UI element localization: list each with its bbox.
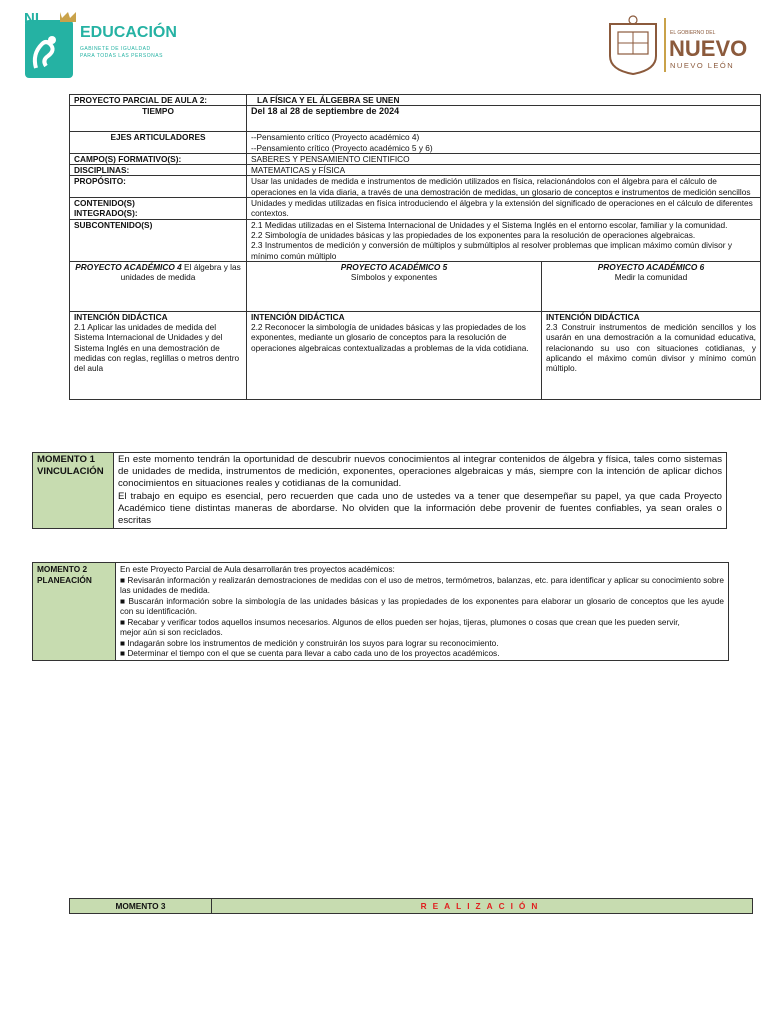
pa5-name: Símbolos y exponentes [350,272,438,283]
momento-1-paragraph: En este momento tendrán la oportunidad de descubrir nuevos conocimientos al integrar contenidos de álgebra y física, tales como sistemas de unidades de medida, instrumentos de medición, exponentes, operaciones algebraicas y más, siempre con la intención de aplicar dichos conocimientos en situaciones reales y cotidianas de la comunidad. [118,454,722,490]
proyecto-label: PROYECTO PARCIAL DE AULA 2: [70,95,247,106]
intencion-6 [542,311,761,399]
table-row [70,198,761,220]
contenido-label-2: INTEGRADO(S): [74,208,138,219]
right-logo-line1: EL GOBIERNO DEL [670,30,716,36]
momento-2-bullet: ■ Indagarán sobre los instrumentos de medición y construirán los suyos para lograr su reconocimiento. [120,637,499,648]
momento-1-table [32,452,727,529]
contenido-label-1: CONTENIDO(S) [74,198,135,209]
momento-2-bullet: ■ Determinar el tiempo con el que se cuenta para llevar a cabo cada uno de los proyectos académicos. [120,648,500,658]
proyecto-academico-6 [542,261,761,311]
pa5-title: PROYECTO ACADÉMICO 5 [340,261,448,272]
nuevo-leon-seal-icon [604,14,662,76]
nuevo-leon-logo [604,14,748,80]
table-row [70,219,761,261]
proposito-value: Usar las unidades de medida e instrumentos de medición utilizados en física, relacionándolos con el álgebra para el cálculo de operaciones en la vida diaria, a través de una demostración de medidas, un glosario de conceptos e instrumentos de medición sencillos [247,176,761,198]
intencion-text: 2.2 Reconocer la simbología de unidades básicas y las propiedades de los exponentes, mediante un glosario de conceptos para la resolución de operaciones algebraicas contextualizadas a problemas de la vida cotidiana. [251,322,529,353]
right-logo-title: NUEVO [669,36,748,61]
momento-2-label-1: MOMENTO 2 [37,564,88,574]
momento-1-label [33,453,114,529]
table-row [70,95,761,106]
logo-tagline-2: PARA TODAS LAS PERSONAS [80,53,163,59]
table-row [70,106,761,132]
logo-divider [664,18,666,72]
momento-2-bullet: ■ Revisarán información y realizarán demostraciones de medidas con el uso de metros, termómetros, balanzas, etc. para identificar y aplicar su conocimiento sobre las unidades de medida. [120,574,724,595]
momento-3-value: REALIZACIÓN [212,899,753,914]
momento-2-label-2: PLANEACIÓN [37,574,92,585]
momento-2-text [116,563,729,661]
pa6-name: Medir la comunidad [614,272,688,283]
subcontenido-item: 2.3 Instrumentos de medición y conversión de múltiplos y submúltiplos al resolver problemas que implican máximo común divisor y mínimo común múltiplo [251,240,732,261]
disciplinas-label: DISCIPLINAS: [70,165,247,176]
ejes-label: EJES ARTICULADORES [70,132,247,154]
ejes-line-2: --Pensamiento crítico (Proyecto académico 5 y 6) [251,142,433,153]
proyecto-table [69,94,761,400]
intencion-label: INTENCIÓN DIDÁCTICA [251,311,345,322]
proyecto-academico-5 [247,261,542,311]
momento-2-bullet: ■ Buscarán información sobre la simbología de las unidades básicas y las propiedades de los exponentes para elaborar un glosario de conceptos que les ayude con su identificación. [120,595,724,616]
table-row [70,176,761,198]
momento-1-label-1: MOMENTO 1 [37,454,95,465]
proyecto-value: LA FÍSICA Y EL ÁLGEBRA SE UNEN [247,95,761,106]
momento-1-text [114,453,727,529]
subcontenido-label: SUBCONTENIDO(S) [70,219,247,261]
logo-prefix-text: NL [24,10,44,27]
educacion-logo-graphic [24,10,174,80]
table-row [70,261,761,311]
right-logo-sub: NUEVO LEÓN [670,61,735,70]
subcontenido-value [247,219,761,261]
campo-label: CAMPO(S) FORMATIVO(S): [70,153,247,164]
table-row [70,153,761,164]
intencion-label: INTENCIÓN DIDÁCTICA [546,311,640,322]
momento-1-paragraph: El trabajo en equipo es esencial, pero recuerden que cada uno de ustedes va a tener que desempeñar su papel, ya que cada Proyecto Académico tiene distintas maneras de abordarse. No olviden que la información debe provenir de fuentes confiables, ya sean orales o escritas [118,490,722,527]
contenido-value: Unidades y medidas utilizadas en física introduciendo el álgebra y la extensión del significado de operaciones en el cálculo de diferentes contextos. [247,198,761,220]
proposito-label: PROPÓSITO: [70,176,247,198]
subcontenido-item: 2.2 Simbología de unidades básicas y las propiedades de los exponentes para la resolución de operaciones algebraicas. [251,229,696,240]
contenido-label [70,198,247,220]
intencion-5 [247,311,542,399]
ejes-value [247,132,761,154]
table-row [70,165,761,176]
momento-3-table [69,898,753,914]
disciplinas-value: MATEMATICAS y FÍSICA [247,165,761,176]
momento-2-bullet: ■ Recabar y verificar todos aquellos insumos necesarios. Algunos de ellos pueden ser hojas, tijeras, plumones o cosas que crean que les pueden servir, [120,616,680,627]
momento-2-intro: En este Proyecto Parcial de Aula desarrollarán tres proyectos académicos: [120,564,395,574]
table-row [70,311,761,399]
subcontenido-item: 2.1 Medidas utilizadas en el Sistema Internacional de Unidades y el Sistema Inglés en el entorno escolar, familiar y la comunidad. [251,219,728,230]
ejes-line-1: --Pensamiento crítico (Proyecto académico 4) [251,132,420,143]
momento-2-bullet-cont: mejor aún si son reciclados. [120,627,223,637]
momento-2-label [33,563,116,661]
momento-3-label: MOMENTO 3 [70,899,212,914]
tiempo-value: Del 18 al 28 de septiembre de 2024 [247,106,761,132]
logo-tagline-1: GABINETE DE IGUALDAD [80,46,151,52]
pa4-title: PROYECTO ACADÉMICO 4 [75,261,182,272]
intencion-4 [70,311,247,399]
table-row [70,899,753,914]
logo-title-text: EDUCACIÓN [80,24,177,41]
pa4-name: El álgebra y las unidades de medida [120,261,241,283]
intencion-text: 2.1 Aplicar las unidades de medida del Sistema Internacional de Unidades y del Sistema Inglés en una demostración de medidas con reglas, reglillas o metros dentro del aula [74,322,240,374]
tiempo-label: TIEMPO [70,106,247,132]
proyecto-academico-4 [70,261,247,311]
intencion-label: INTENCIÓN DIDÁCTICA [74,311,168,322]
table-row [33,563,729,661]
educacion-logo [24,10,177,80]
table-row [70,132,761,154]
table-row [33,453,727,529]
momento-1-label-2: VINCULACIÓN [37,466,104,478]
pa6-title: PROYECTO ACADÉMICO 6 [597,261,705,272]
campo-value: SABERES Y PENSAMIENTO CIENTIFICO [247,153,761,164]
intencion-text: 2.3 Construir instrumentos de medición sencillos y los usarán en una demostración a la comunidad educativa, relacionando su uso con situaciones cotidianas, y aplicando el máximo común divisor y mínimo común múltiplo. [546,322,756,374]
momento-2-table [32,562,729,661]
